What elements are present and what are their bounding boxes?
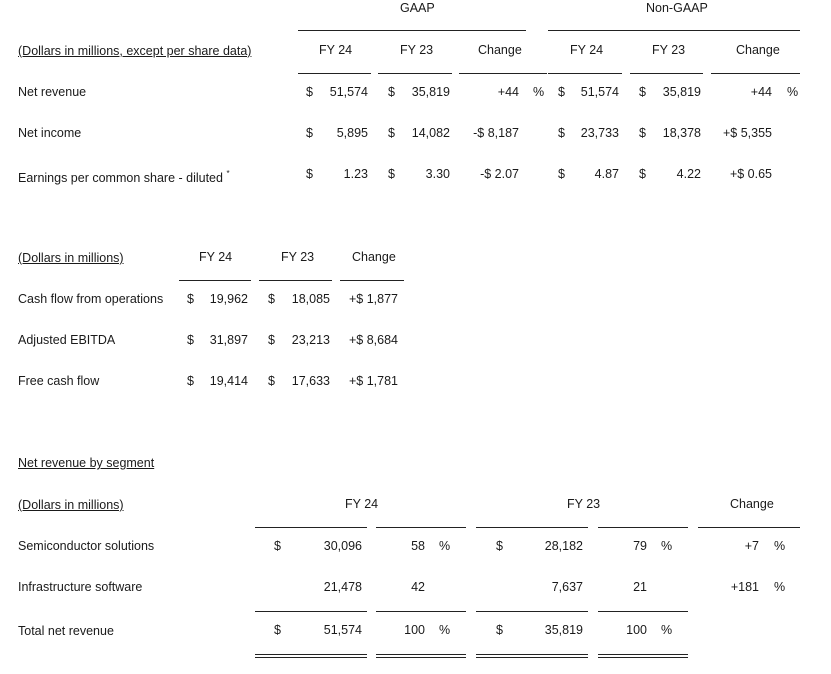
currency-symbol: $ bbox=[639, 167, 646, 181]
currency-symbol: $ bbox=[388, 167, 395, 181]
currency-symbol: $ bbox=[274, 623, 281, 637]
row-label: Net income bbox=[18, 126, 82, 140]
row-label: Earnings per common share - diluted * bbox=[18, 169, 230, 185]
gaap-change-value: -$ 2.07 bbox=[480, 167, 519, 181]
double-rule-p23 bbox=[598, 654, 688, 658]
currency-symbol: $ bbox=[187, 292, 194, 306]
rule-total-v24 bbox=[255, 611, 367, 612]
col-segment-change: Change bbox=[730, 497, 774, 511]
col-nongaap-change: Change bbox=[736, 43, 780, 57]
row-label: Net revenue bbox=[18, 85, 87, 99]
segment-change-value: +181 bbox=[730, 580, 759, 594]
currency-symbol: $ bbox=[274, 539, 281, 553]
rule-seg-v24 bbox=[255, 527, 367, 528]
segment-fy23-value: 28,182 bbox=[544, 539, 583, 553]
segment-fy24-value: 30,096 bbox=[323, 539, 362, 553]
row-label: Total net revenue bbox=[18, 624, 114, 638]
rule-g23 bbox=[378, 73, 452, 74]
rule-g24 bbox=[298, 73, 371, 74]
currency-symbol: $ bbox=[388, 126, 395, 140]
currency-symbol: $ bbox=[639, 126, 646, 140]
currency-symbol: $ bbox=[639, 85, 646, 99]
gaap-fy23-value: 3.30 bbox=[425, 167, 450, 181]
currency-symbol: $ bbox=[388, 85, 395, 99]
percent-sign: % bbox=[439, 623, 451, 637]
cash-units-label: (Dollars in millions) bbox=[18, 251, 124, 265]
cash-fy24-value: 19,414 bbox=[209, 374, 248, 388]
segment-fy23-share: 79 bbox=[633, 539, 647, 553]
segment-section-title: Net revenue by segment bbox=[18, 456, 155, 470]
row-label: Adjusted EBITDA bbox=[18, 333, 116, 347]
currency-symbol: $ bbox=[187, 374, 194, 388]
gaap-change-value: -$ 8,187 bbox=[473, 126, 519, 140]
total-fy23-share: 100 bbox=[626, 623, 647, 637]
nongaap-fy24-value: 4.87 bbox=[594, 167, 619, 181]
rule-n24 bbox=[548, 73, 622, 74]
rule-cash-fy24 bbox=[179, 280, 251, 281]
currency-symbol: $ bbox=[187, 333, 194, 347]
col-segment-fy23: FY 23 bbox=[567, 497, 601, 511]
gaap-header-rule bbox=[298, 30, 526, 31]
summary-units-label: (Dollars in millions, except per share data) bbox=[18, 44, 252, 58]
row-label: Free cash flow bbox=[18, 374, 100, 388]
gaap-fy24-value: 51,574 bbox=[329, 85, 368, 99]
gaap-fy23-value: 35,819 bbox=[411, 85, 450, 99]
double-rule-p24 bbox=[376, 654, 466, 658]
col-nongaap-fy24: FY 24 bbox=[570, 43, 604, 57]
col-gaap-change: Change bbox=[478, 43, 522, 57]
rule-gchg bbox=[459, 73, 547, 74]
currency-symbol: $ bbox=[306, 167, 313, 181]
nongaap-change-value: +44 bbox=[750, 85, 772, 99]
col-gaap-fy23: FY 23 bbox=[400, 43, 434, 57]
currency-symbol: $ bbox=[268, 333, 275, 347]
currency-symbol: $ bbox=[496, 623, 503, 637]
gaap-fy24-value: 5,895 bbox=[336, 126, 368, 140]
currency-symbol: $ bbox=[268, 292, 275, 306]
rule-seg-p24 bbox=[376, 527, 466, 528]
nongaap-fy23-value: 4.22 bbox=[676, 167, 701, 181]
row-label: Cash flow from operations bbox=[18, 292, 164, 306]
nongaap-change-value: +$ 5,355 bbox=[722, 126, 772, 140]
nongaap-change-value: +$ 0.65 bbox=[729, 167, 772, 181]
gaap-change-value: +44 bbox=[497, 85, 519, 99]
rule-total-p24 bbox=[376, 611, 466, 612]
currency-symbol: $ bbox=[558, 126, 565, 140]
cash-change-value: +$ 1,877 bbox=[349, 292, 399, 306]
nongaap-fy24-value: 23,733 bbox=[580, 126, 619, 140]
col-gaap-fy24: FY 24 bbox=[319, 43, 353, 57]
nongaap-header: Non-GAAP bbox=[646, 1, 708, 15]
gaap-fy24-value: 1.23 bbox=[343, 167, 368, 181]
nongaap-fy23-value: 35,819 bbox=[662, 85, 701, 99]
currency-symbol: $ bbox=[496, 539, 503, 553]
percent-sign: % bbox=[774, 539, 786, 553]
total-fy23-value: 35,819 bbox=[544, 623, 583, 637]
row-label: Semiconductor solutions bbox=[18, 539, 155, 553]
col-segment-fy24: FY 24 bbox=[345, 497, 379, 511]
double-rule-v24 bbox=[255, 654, 367, 658]
rule-seg-v23 bbox=[476, 527, 588, 528]
rule-total-v23 bbox=[476, 611, 588, 612]
segment-fy24-share: 42 bbox=[411, 580, 425, 594]
percent-sign: % bbox=[533, 85, 545, 99]
gaap-header: GAAP bbox=[400, 1, 435, 15]
cash-fy23-value: 23,213 bbox=[291, 333, 330, 347]
currency-symbol: $ bbox=[306, 85, 313, 99]
segment-fy24-value: 21,478 bbox=[323, 580, 362, 594]
footnote-marker: * bbox=[226, 169, 230, 178]
percent-sign: % bbox=[661, 539, 673, 553]
double-rule-v23 bbox=[476, 654, 588, 658]
cash-change-value: +$ 1,781 bbox=[349, 374, 399, 388]
segment-fy24-share: 58 bbox=[411, 539, 425, 553]
rule-seg-change bbox=[698, 527, 800, 528]
rule-cash-change bbox=[340, 280, 404, 281]
rule-nchg bbox=[711, 73, 800, 74]
rule-n23 bbox=[630, 73, 703, 74]
rule-seg-p23 bbox=[598, 527, 688, 528]
col-cash-fy24: FY 24 bbox=[199, 250, 233, 264]
cash-fy24-value: 19,962 bbox=[209, 292, 248, 306]
gaap-fy23-value: 14,082 bbox=[411, 126, 450, 140]
cash-change-value: +$ 8,684 bbox=[349, 333, 399, 347]
percent-sign: % bbox=[787, 85, 799, 99]
total-fy24-value: 51,574 bbox=[323, 623, 362, 637]
cash-fy23-value: 18,085 bbox=[291, 292, 330, 306]
rule-cash-fy23 bbox=[259, 280, 332, 281]
segment-fy23-share: 21 bbox=[633, 580, 647, 594]
rule-total-p23 bbox=[598, 611, 688, 612]
total-fy24-share: 100 bbox=[404, 623, 425, 637]
segment-fy23-value: 7,637 bbox=[551, 580, 583, 594]
percent-sign: % bbox=[439, 539, 451, 553]
col-nongaap-fy23: FY 23 bbox=[652, 43, 686, 57]
currency-symbol: $ bbox=[558, 85, 565, 99]
cash-fy23-value: 17,633 bbox=[291, 374, 330, 388]
nongaap-fy23-value: 18,378 bbox=[662, 126, 701, 140]
percent-sign: % bbox=[661, 623, 673, 637]
nongaap-header-rule bbox=[548, 30, 800, 31]
nongaap-fy24-value: 51,574 bbox=[580, 85, 619, 99]
row-label: Infrastructure software bbox=[18, 580, 143, 594]
currency-symbol: $ bbox=[268, 374, 275, 388]
currency-symbol: $ bbox=[558, 167, 565, 181]
col-cash-fy23: FY 23 bbox=[281, 250, 315, 264]
currency-symbol: $ bbox=[306, 126, 313, 140]
segment-units-label: (Dollars in millions) bbox=[18, 498, 124, 512]
col-cash-change: Change bbox=[352, 250, 396, 264]
segment-change-value: +7 bbox=[744, 539, 759, 553]
cash-fy24-value: 31,897 bbox=[209, 333, 248, 347]
percent-sign: % bbox=[774, 580, 786, 594]
